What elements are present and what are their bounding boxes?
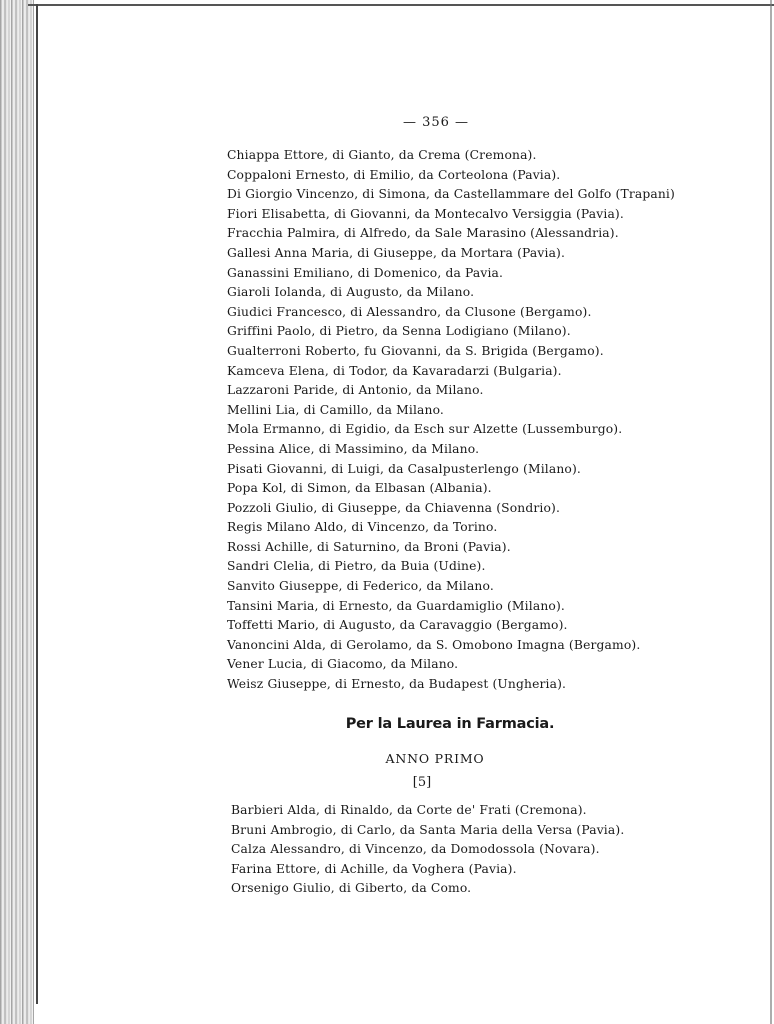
- list-item: Calza Alessandro, di Vincenzo, da Domodossola (Novara).: [231, 842, 600, 857]
- list-item: Orsenigo Giulio, di Giberto, da Como.: [231, 881, 472, 896]
- list-item: Di Giorgio Vincenzo, di Simona, da Castellammare del Golfo (Trapani): [227, 187, 675, 202]
- list-item: Rossi Achille, di Saturnino, da Broni (Pavia).: [227, 539, 511, 554]
- list-item: Vener Lucia, di Giacomo, da Milano.: [227, 657, 459, 672]
- list-item: Sandri Clelia, di Pietro, da Buia (Udine).: [227, 559, 486, 574]
- list-item: Vanoncini Alda, di Gerolamo, da S. Omobono Imagna (Bergamo).: [227, 637, 641, 652]
- list-item: Barbieri Alda, di Rinaldo, da Corte de' Frati (Cremona).: [231, 803, 587, 817]
- scan-top-border: [28, 4, 774, 6]
- list-item: Griffini Paolo, di Pietro, da Senna Lodigiano (Milano).: [227, 324, 571, 339]
- year-heading: ANNO PRIMO: [385, 751, 485, 766]
- book-binding-edge: [0, 0, 34, 1024]
- list-item: Weisz Giuseppe, di Ernesto, da Budapest (Ungheria).: [227, 677, 567, 692]
- page-right-edge: [770, 0, 772, 1024]
- list-item: Giudici Francesco, di Alessandro, da Clusone (Bergamo).: [227, 304, 592, 319]
- list-item: Farina Ettore, di Achille, da Voghera (Pavia).: [231, 861, 517, 876]
- list-item: Popa Kol, di Simon, da Elbasan (Albania).: [227, 481, 492, 496]
- page-number: — 356 —: [402, 115, 470, 130]
- list-item: Sanvito Giuseppe, di Federico, da Milano.: [227, 579, 494, 594]
- list-item: Gallesi Anna Maria, di Giuseppe, da Mortara (Pavia).: [227, 245, 566, 260]
- section-heading: Per la Laurea in Farmacia.: [345, 716, 555, 732]
- list-item: Kamceva Elena, di Todor, da Kavaradarzi (Bulgaria).: [227, 363, 562, 378]
- student-count: [5]: [412, 775, 432, 790]
- list-item: Chiappa Ettore, di Gianto, da Crema (Cremona).: [227, 148, 537, 162]
- list-item: Toffetti Mario, di Augusto, da Caravaggio (Bergamo).: [227, 618, 568, 633]
- list-item: Mellini Lia, di Camillo, da Milano.: [227, 402, 444, 417]
- list-item: Bruni Ambrogio, di Carlo, da Santa Maria della Versa (Pavia).: [231, 822, 625, 837]
- list-item: Fiori Elisabetta, di Giovanni, da Montecalvo Versiggia (Pavia).: [227, 206, 624, 221]
- list-item: Gualterroni Roberto, fu Giovanni, da S. Brigida (Bergamo).: [227, 343, 604, 358]
- list-item: Regis Milano Aldo, di Vincenzo, da Torino.: [227, 520, 498, 535]
- list-item: Giaroli Iolanda, di Augusto, da Milano.: [227, 285, 475, 300]
- list-item: Pessina Alice, di Massimino, da Milano.: [227, 441, 480, 456]
- list-item: Lazzaroni Paride, di Antonio, da Milano.: [227, 383, 484, 398]
- page-left-rule: [36, 4, 38, 1004]
- list-item: Coppaloni Ernesto, di Emilio, da Corteolona (Pavia).: [227, 167, 561, 182]
- list-item: Tansini Maria, di Ernesto, da Guardamiglio (Milano).: [227, 598, 565, 613]
- list-item: Ganassini Emiliano, di Domenico, da Pavia.: [227, 265, 504, 280]
- list-item: Fracchia Palmira, di Alfredo, da Sale Marasino (Alessandria).: [227, 226, 619, 241]
- list-item: Pozzoli Giulio, di Giuseppe, da Chiavenna (Sondrio).: [227, 500, 561, 515]
- list-item: Pisati Giovanni, di Luigi, da Casalpusterlengo (Milano).: [227, 461, 581, 476]
- student-list-previous-section: [227, 146, 675, 695]
- list-item: Mola Ermanno, di Egidio, da Esch sur Alzette (Lussemburgo).: [227, 422, 623, 437]
- student-list-pharmacy-first-year: [231, 801, 624, 899]
